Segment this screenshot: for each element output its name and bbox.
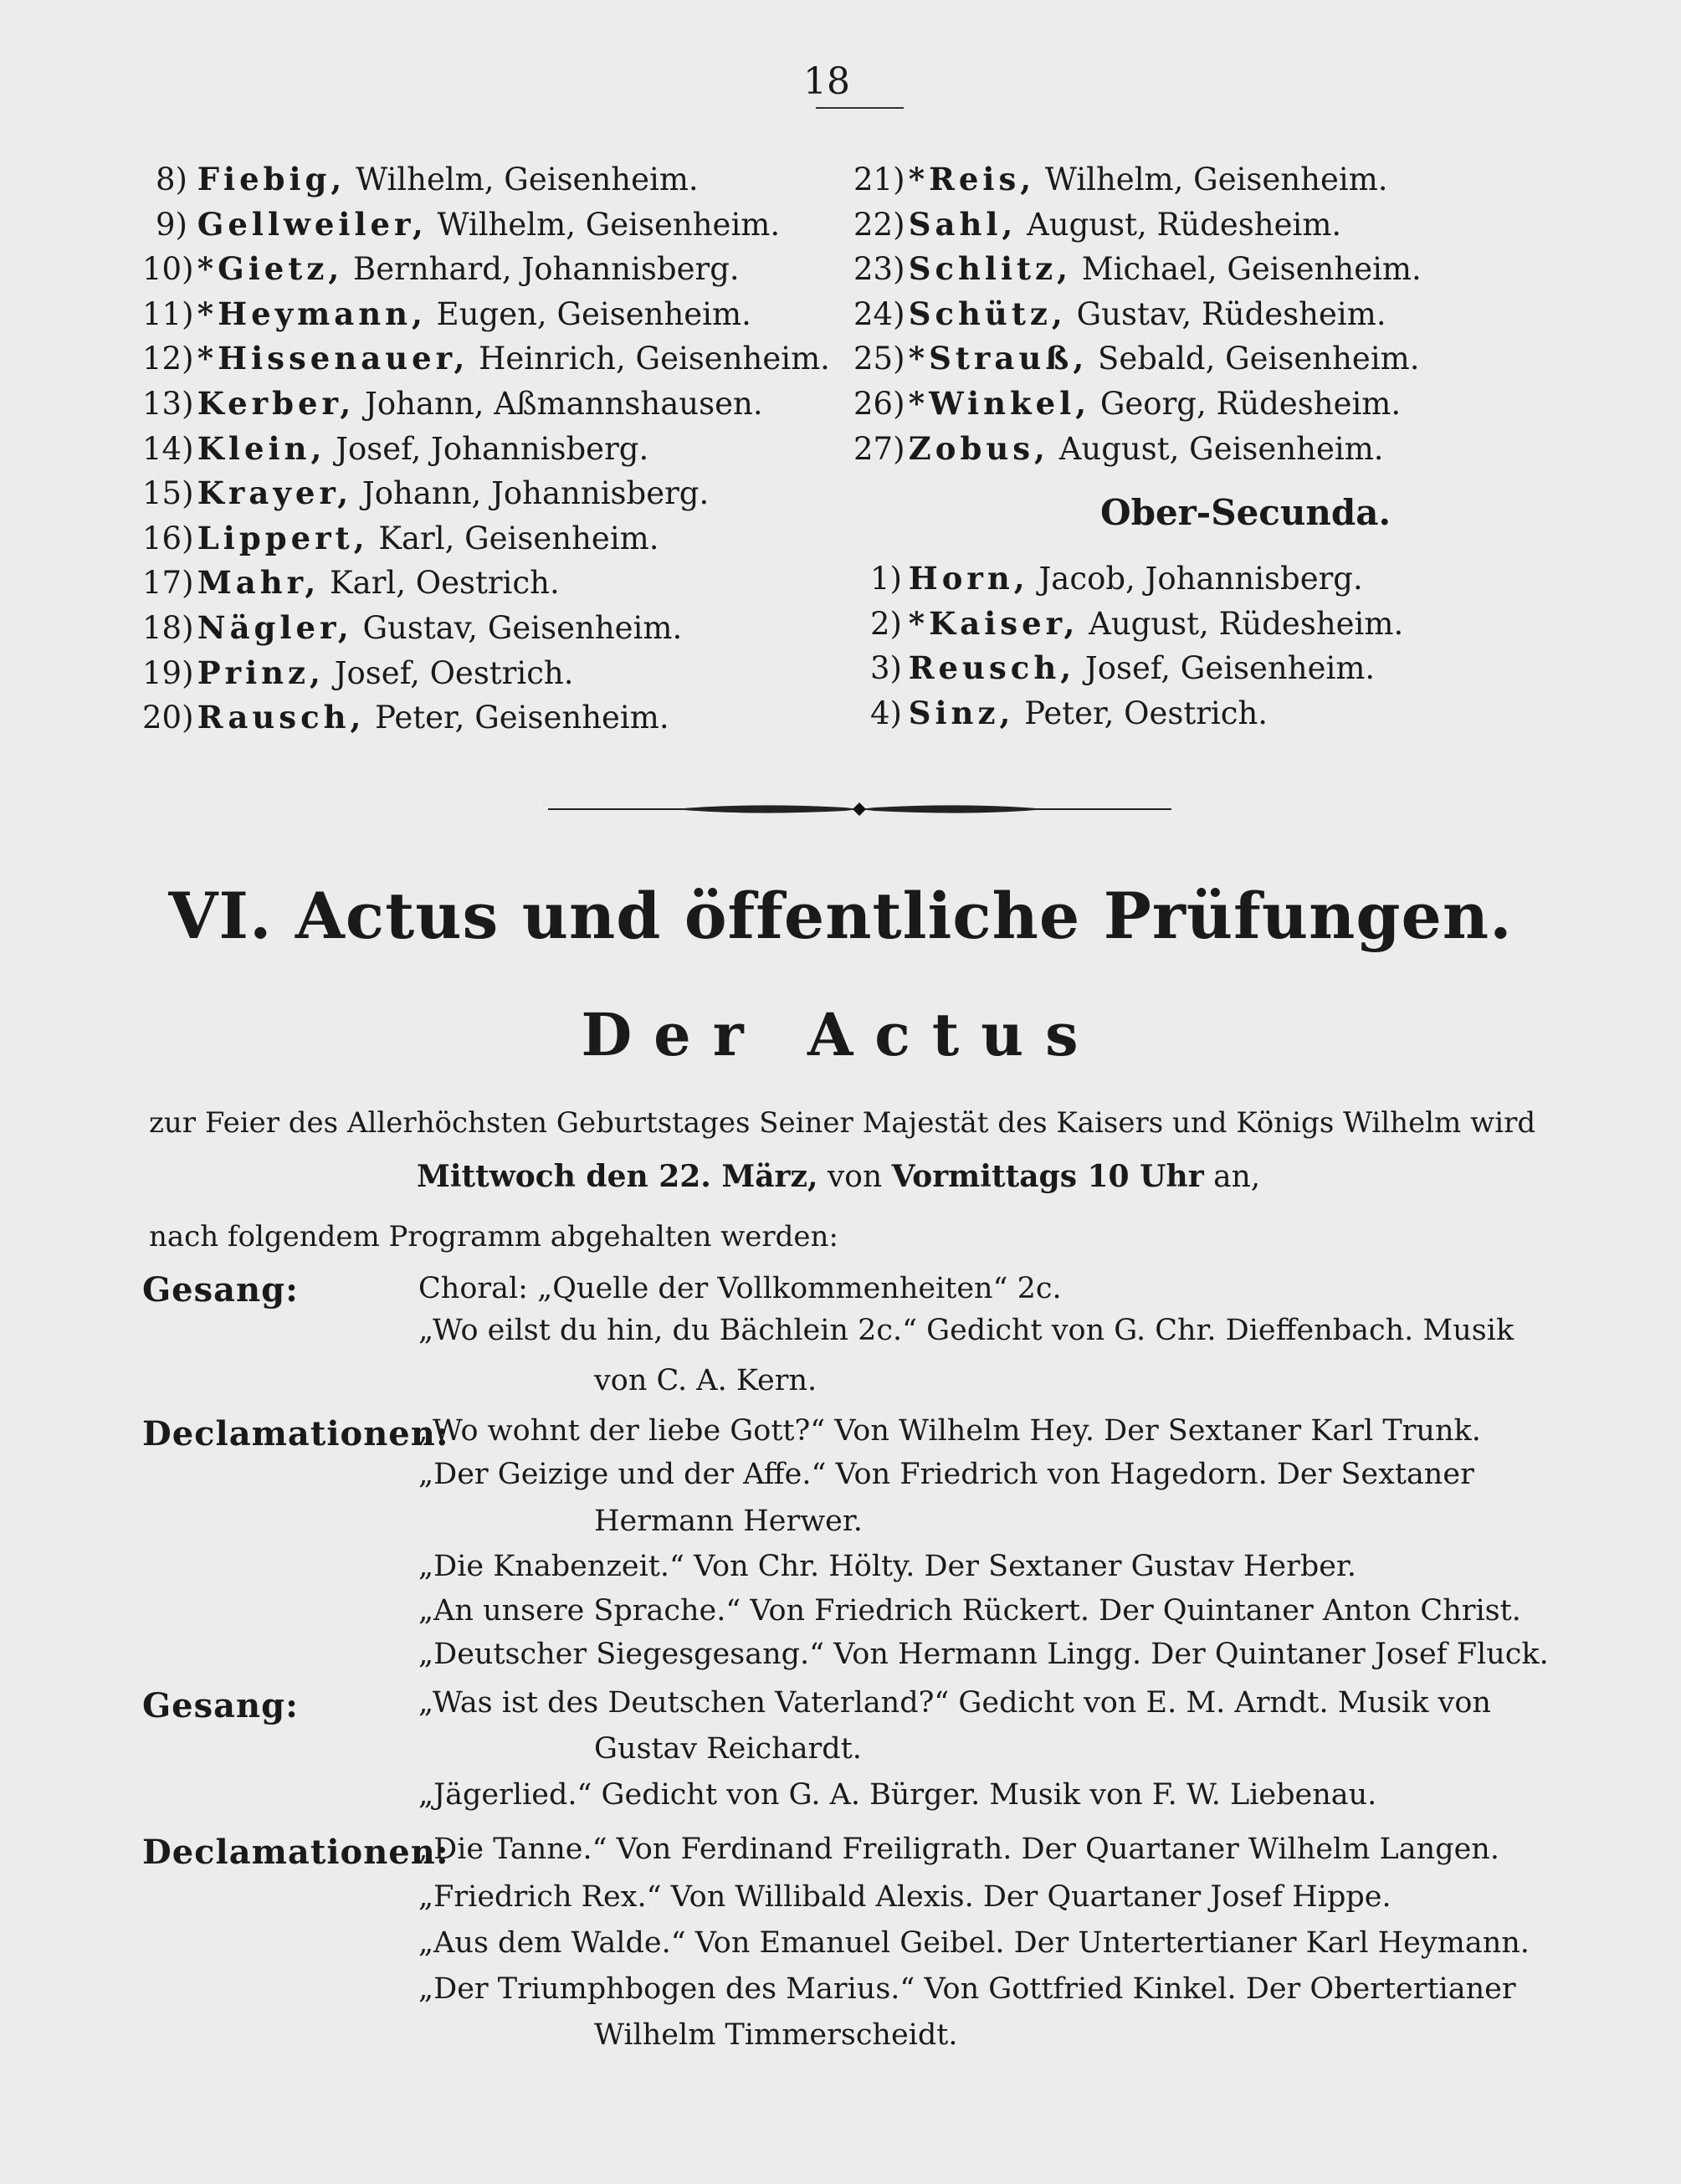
list-item xyxy=(142,247,830,292)
event-date: Mittwoch den 22. März, xyxy=(417,1159,818,1194)
item-number: 11) xyxy=(142,295,194,332)
ornamental-divider xyxy=(548,799,1171,819)
student-details: Heinrich, Geisenheim. xyxy=(469,341,830,377)
student-details: Josef, Geisenheim. xyxy=(1075,650,1376,687)
label-gesang: Gesang: xyxy=(142,1686,299,1725)
student-surname: Prinz, xyxy=(197,654,325,691)
student-details: Josef, Oestrich. xyxy=(324,654,574,691)
student-list-left xyxy=(142,157,830,741)
list-item xyxy=(853,157,1422,203)
student-details: Michael, Geisenheim. xyxy=(1072,251,1422,288)
student-details: Sebald, Geisenheim. xyxy=(1088,341,1420,377)
student-details: Eugen, Geisenheim. xyxy=(426,295,751,332)
program-line: „Was ist des Deutschen Vaterland?“ Gedicht von E. M. Arndt. Musik von xyxy=(418,1686,1491,1720)
program-line: Hermann Herwer. xyxy=(594,1505,863,1538)
student-surname: *Reis, xyxy=(908,161,1036,197)
program-line: „Die Knabenzeit.“ Von Chr. Hölty. Der Sextaner Gustav Herber. xyxy=(418,1550,1356,1583)
item-number: 24) xyxy=(853,295,905,332)
student-surname: *Kaiser, xyxy=(908,604,1079,642)
student-details: August, Rüdesheim. xyxy=(1079,605,1404,642)
list-item xyxy=(853,292,1422,337)
student-surname: Horn, xyxy=(908,560,1029,597)
program-line: Choral: „Quelle der Vollkommenheiten“ 2c. xyxy=(418,1272,1062,1305)
program-line: „Wo wohnt der liebe Gott?“ Von Wilhelm Hey. Der Sextaner Karl Trunk. xyxy=(418,1414,1481,1448)
program-line: „Der Geizige und der Affe.“ Von Friedrich von Hagedorn. Der Sextaner xyxy=(418,1458,1474,1491)
student-details: Wilhelm, Geisenheim. xyxy=(427,206,781,243)
student-details: Peter, Oestrich. xyxy=(1014,695,1268,731)
ober-secunda-list xyxy=(870,556,1403,736)
item-number: 15) xyxy=(142,475,194,512)
list-item xyxy=(142,203,830,248)
page-number: 18 xyxy=(803,60,850,103)
student-surname: Sinz, xyxy=(908,694,1015,731)
item-number: 23) xyxy=(853,251,905,288)
program-line: Gustav Reichardt. xyxy=(594,1732,862,1766)
event-time: Vormittags 10 Uhr xyxy=(891,1159,1204,1194)
intro-an: an, xyxy=(1203,1160,1261,1194)
list-item xyxy=(870,646,1403,691)
item-number: 20) xyxy=(142,700,194,736)
list-item xyxy=(142,427,830,472)
item-number: 4) xyxy=(870,695,902,731)
program-line: „Wo eilst du hin, du Bächlein 2c.“ Gedicht von G. Chr. Dieffenbach. Musik xyxy=(418,1314,1514,1347)
student-details: Gustav, Rüdesheim. xyxy=(1066,295,1386,332)
student-surname: Sahl, xyxy=(908,205,1017,243)
item-number: 21) xyxy=(853,161,905,197)
item-number: 16) xyxy=(142,520,194,556)
program-line: „Aus dem Walde.“ Von Emanuel Geibel. Der Untertertianer Karl Heymann. xyxy=(418,1926,1530,1960)
program-line: von C. A. Kern. xyxy=(594,1364,817,1397)
list-item xyxy=(142,382,830,427)
program-line: Wilhelm Timmerscheidt. xyxy=(594,2018,958,2052)
student-details: Jacob, Johannisberg. xyxy=(1028,561,1363,597)
list-item xyxy=(142,606,830,651)
item-number: 10) xyxy=(142,251,194,288)
program-line: „Der Triumphbogen des Marius.“ Von Gottfried Kinkel. Der Obertertianer xyxy=(418,1972,1516,2006)
intro-line-2 xyxy=(417,1159,1260,1194)
item-number: 14) xyxy=(142,430,194,467)
ober-secunda-heading: Ober-Secunda. xyxy=(1100,492,1391,533)
item-number: 22) xyxy=(853,206,905,243)
label-declamationen: Declamationen: xyxy=(142,1414,449,1453)
intro-line-3: nach folgendem Programm abgehalten werden: xyxy=(149,1220,838,1253)
program-line: „Friedrich Rex.“ Von Willibald Alexis. Der Quartaner Josef Hippe. xyxy=(418,1880,1391,1914)
list-item xyxy=(853,427,1422,472)
student-surname: *Gietz, xyxy=(197,250,344,288)
student-surname: Lippert, xyxy=(197,519,369,556)
student-details: Johann, Johannisberg. xyxy=(352,475,710,512)
label-gesang: Gesang: xyxy=(142,1270,299,1310)
item-number: 27) xyxy=(853,430,905,467)
student-details: August, Rüdesheim. xyxy=(1017,206,1342,243)
student-surname: *Winkel, xyxy=(908,384,1091,422)
student-surname: Mahr, xyxy=(197,564,320,602)
list-item xyxy=(142,695,830,741)
student-surname: Schütz, xyxy=(908,295,1067,332)
item-number: 13) xyxy=(142,385,194,422)
program-line: „An unsere Sprache.“ Von Friedrich Rückert. Der Quintaner Anton Christ. xyxy=(418,1594,1521,1628)
student-surname: *Heymann, xyxy=(197,295,427,332)
student-details: Wilhelm, Geisenheim. xyxy=(1035,161,1388,197)
list-item xyxy=(142,336,830,382)
label-declamationen: Declamationen: xyxy=(142,1833,449,1872)
item-number: 2) xyxy=(870,605,902,642)
item-number: 26) xyxy=(853,385,905,422)
student-surname: Nägler, xyxy=(197,608,353,646)
student-surname: Gellweiler, xyxy=(197,205,428,243)
list-item xyxy=(142,471,830,516)
list-item xyxy=(853,336,1422,382)
student-details: Bernhard, Johannisberg. xyxy=(343,251,740,288)
section-subtitle: Der Actus xyxy=(581,1000,1100,1069)
list-item xyxy=(870,691,1403,736)
list-item xyxy=(853,247,1422,292)
student-surname: Kerber, xyxy=(197,384,356,422)
list-item xyxy=(870,602,1403,647)
program-line: „Jägerlied.“ Gedicht von G. A. Bürger. Musik von F. W. Liebenau. xyxy=(418,1778,1377,1812)
student-list-right xyxy=(853,157,1422,471)
program-line: „Deutscher Siegesgesang.“ Von Hermann Lingg. Der Quintaner Josef Fluck. xyxy=(418,1638,1549,1671)
student-details: Peter, Geisenheim. xyxy=(365,700,669,736)
item-number: 19) xyxy=(142,654,194,691)
page-number-rule xyxy=(816,107,904,109)
student-details: Karl, Geisenheim. xyxy=(368,520,659,556)
list-item xyxy=(142,561,830,606)
item-number: 18) xyxy=(142,609,194,646)
list-item xyxy=(853,203,1422,248)
list-item xyxy=(142,516,830,561)
student-surname: Schlitz, xyxy=(908,250,1073,288)
intro-von: von xyxy=(817,1160,892,1194)
item-number: 1) xyxy=(870,561,902,597)
student-details: Josef, Johannisberg. xyxy=(325,430,649,467)
student-surname: Zobus, xyxy=(908,429,1049,467)
student-surname: Klein, xyxy=(197,429,326,467)
list-item xyxy=(142,651,830,696)
student-details: August, Geisenheim. xyxy=(1048,430,1384,467)
student-details: Georg, Rüdesheim. xyxy=(1090,385,1402,422)
list-item xyxy=(870,556,1403,602)
student-surname: *Strauß, xyxy=(908,340,1089,377)
student-details: Karl, Oestrich. xyxy=(320,565,560,602)
item-number: 9) xyxy=(156,206,187,243)
item-number: 12) xyxy=(142,341,194,377)
student-details: Gustav, Geisenheim. xyxy=(352,609,683,646)
student-surname: Krayer, xyxy=(197,474,353,512)
student-details: Wilhelm, Geisenheim. xyxy=(346,161,699,197)
student-surname: *Hissenauer, xyxy=(197,340,469,377)
list-item xyxy=(853,382,1422,427)
list-item xyxy=(142,157,830,203)
student-surname: Fiebig, xyxy=(197,161,346,197)
item-number: 17) xyxy=(142,565,194,602)
intro-line-1: zur Feier des Allerhöchsten Geburtstages Seiner Majestät des Kaisers und Königs Wilhelm wird xyxy=(149,1106,1536,1140)
item-number: 8) xyxy=(156,161,187,197)
student-surname: Reusch, xyxy=(908,649,1076,687)
item-number: 25) xyxy=(853,341,905,377)
student-surname: Rausch, xyxy=(197,699,366,736)
list-item xyxy=(142,292,830,337)
item-number: 3) xyxy=(870,650,902,687)
section-title: VI. Actus und öffentliche Prüfungen. xyxy=(168,879,1513,953)
program-line: „Die Tanne.“ Von Ferdinand Freiligrath. Der Quartaner Wilhelm Langen. xyxy=(418,1833,1499,1866)
student-details: Johann, Aßmannshausen. xyxy=(355,385,763,422)
